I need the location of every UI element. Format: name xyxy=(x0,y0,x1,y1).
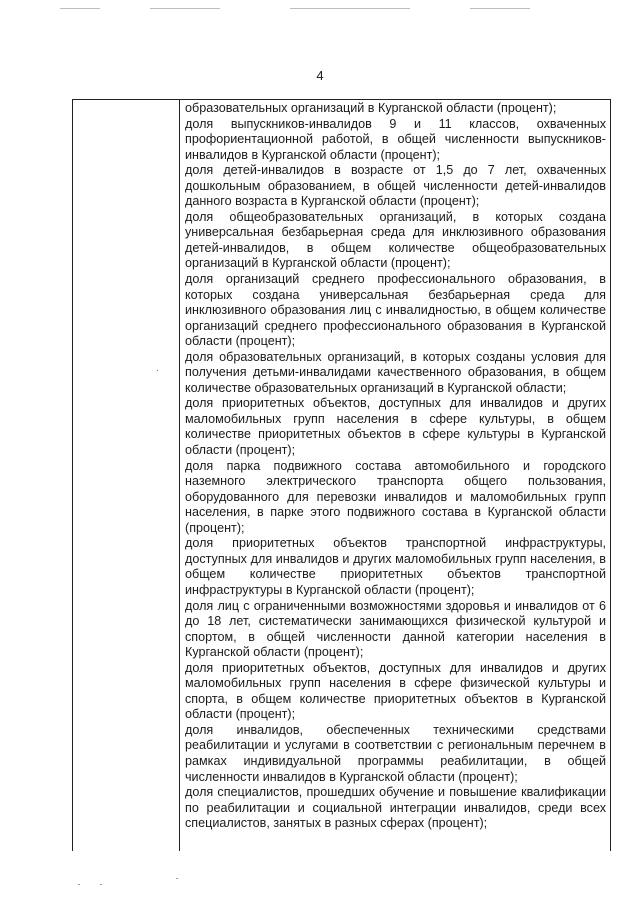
list-item: доля выпускников-инвалидов 9 и 11 классов, охваченных профориентационной работой, в общей численности выпускников-инвалидов в Курганской области (процент); xyxy=(185,116,606,162)
document-table xyxy=(72,99,611,851)
page-number: 4 xyxy=(316,68,324,83)
table-right-column xyxy=(180,100,610,851)
list-item: доля лиц с ограниченными возможностями здоровья и инвалидов от 6 до 18 лет, систематически занимающихся физической культурой и спортом, в общей численности данной категории населения в Курганской области (процент); xyxy=(185,598,606,660)
scan-mark xyxy=(157,370,158,371)
table-left-column xyxy=(73,100,180,851)
list-item: доля специалистов, прошедших обучение и повышение квалификации по реабилитации и социальной интеграции инвалидов, среди всех специалистов, занятых в разных сферах (процент); xyxy=(185,785,606,831)
list-item: доля приоритетных объектов, доступных для инвалидов и других маломобильных групп населения в сфере физической культуры и спорта, в общем количестве приоритетных объектов в Курганской области (процент); xyxy=(185,660,606,722)
list-item: доля приоритетных объектов, доступных для инвалидов и других маломобильных групп населения в сфере культуры, в общем количестве приоритетных объектов в сфере культуры в Курганской области (процент); xyxy=(185,396,606,458)
list-item: доля детей-инвалидов в возрасте от 1,5 до 7 лет, охваченных дошкольным образованием, в общей численности детей-инвалидов данного возраста в Курганской области (процент); xyxy=(185,163,606,209)
list-item: доля инвалидов, обеспеченных техническими средствами реабилитации и услугами в соответствии с региональным перечнем в рамках индивидуальной программы реабилитации, в общей численности инвалидов в Курганской области (процент); xyxy=(185,722,606,784)
list-item: доля образовательных организаций, в которых созданы условия для получения детьми-инвалидами качественного образования, в общем количестве образовательных организаций в Курганской области; xyxy=(185,349,606,395)
list-item: доля организаций среднего профессионального образования, в которых создана универсальная безбарьерная среда для инклюзивного образования лиц с инвалидностью, в общем количестве организаций среднего профессионального образования в Курганской области (процент); xyxy=(185,272,606,349)
list-item: доля общеобразовательных организаций, в которых создана универсальная безбарьерная среда для инклюзивного образования детей-инвалидов, в общем количестве общеобразовательных организаций в Курганской области (процент); xyxy=(185,209,606,271)
list-item: доля приоритетных объектов транспортной инфраструктуры, доступных для инвалидов и других маломобильных групп населения, в общем количестве приоритетных объектов транспортной инфраструктуры в Курганской области (процент); xyxy=(185,536,606,597)
list-item: доля парка подвижного состава автомобильного и городского наземного электрического транспорта общего пользования, оборудованного для перевозки инвалидов и маломобильных групп населения, в парке этого подвижного состава в Курганской области (процент); xyxy=(185,458,606,535)
scan-dot xyxy=(100,884,102,885)
list-item: образовательных организаций в Курганской области (процент); xyxy=(185,101,557,115)
scan-dot xyxy=(78,884,80,885)
scan-dot xyxy=(176,878,178,879)
scan-artifact-top xyxy=(0,8,640,10)
